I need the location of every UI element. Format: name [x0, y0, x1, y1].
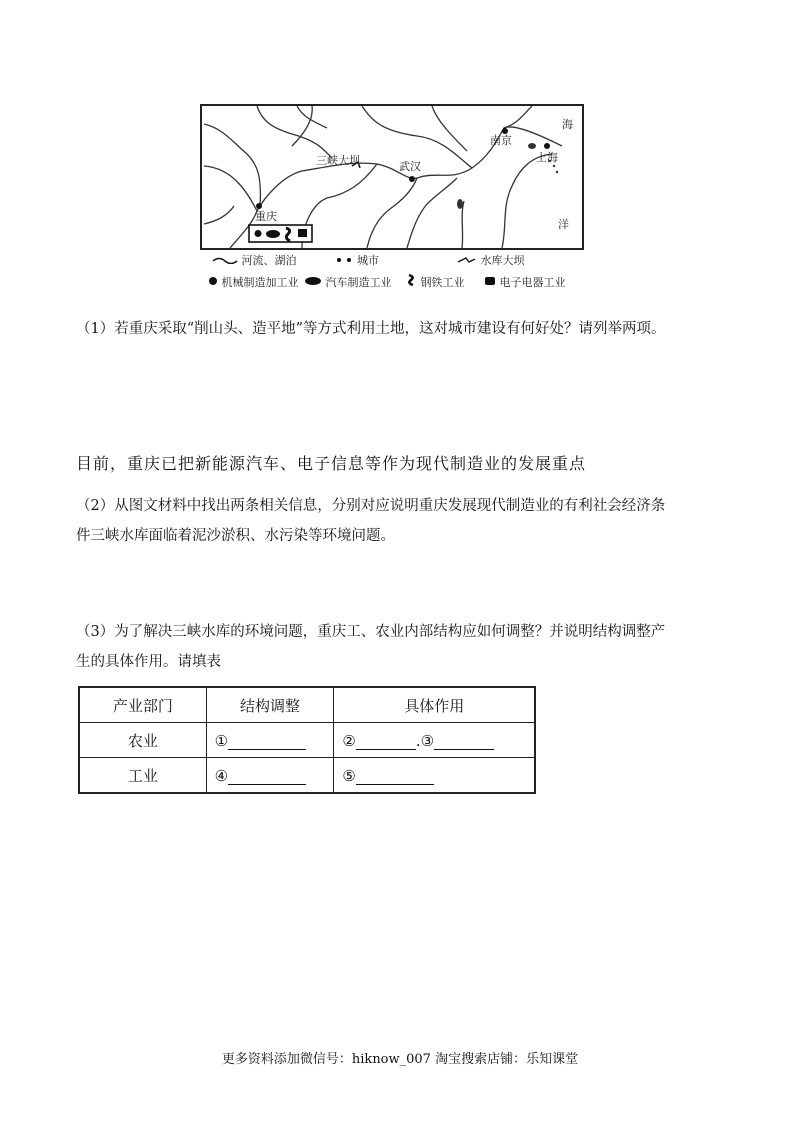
answer-marker: ③ — [420, 731, 435, 750]
label-sea-hai: 海 — [562, 118, 573, 131]
question-3-line-1: （3）为了解决三峡水库的环境问题，重庆工、农业内部结构应如何调整？并说明结构调整产 — [76, 624, 666, 640]
table-header-row — [79, 687, 535, 723]
sector-cell: 农业 — [79, 723, 206, 758]
car-icon — [266, 230, 280, 238]
steel-icon — [407, 274, 417, 286]
legend-machinery: 机械制造加工业 — [208, 274, 299, 290]
answer-marker: ⑤ — [342, 766, 356, 785]
legend-dam: 水库大坝 — [457, 252, 525, 268]
table-row-agriculture — [79, 723, 535, 758]
sector-cell: 工业 — [79, 758, 206, 794]
lake-shape — [457, 199, 463, 209]
adjust-cell — [206, 723, 334, 758]
electronics-icon — [484, 276, 496, 286]
question-3-line-2: 生的具体作用。请填表 — [76, 654, 221, 670]
material-headline: 目前，重庆已把新能源汽车、电子信息等作为现代制造业的发展重点 — [76, 454, 587, 473]
river-icon — [212, 256, 238, 264]
adjust-cell — [206, 758, 334, 794]
answer-blank-4[interactable] — [228, 766, 306, 785]
legend-steel: 钢铁工业 — [407, 274, 465, 290]
machinery-icon — [208, 276, 218, 286]
car-icon — [304, 276, 322, 286]
label-chongqing: 重庆 — [255, 210, 277, 223]
table-header-cell: 结构调整 — [206, 687, 334, 723]
answer-marker: ④ — [214, 766, 229, 785]
legend-city: 城市 — [334, 252, 434, 268]
legend-river: 河流、湖泊 — [212, 252, 302, 268]
legend-auto: 汽车制造工业 — [304, 274, 392, 290]
china-river-map — [200, 104, 584, 250]
answer-table — [78, 686, 536, 794]
label-wuhan: 武汉 — [399, 160, 421, 173]
dam-icon — [457, 256, 477, 264]
label-shanghai: 上海 — [536, 151, 558, 164]
answer-blank-1[interactable] — [228, 731, 306, 750]
city-dot-chongqing — [256, 203, 262, 209]
table-header-cell: 具体作用 — [334, 687, 535, 723]
label-sea-yang: 洋 — [558, 218, 569, 231]
question-2-line-1: （2）从图文材料中找出两条相关信息，分别对应说明重庆发展现代制造业的有利社会经济条 — [76, 498, 666, 514]
separator: . — [415, 731, 421, 750]
electronics-icon — [298, 229, 307, 237]
answer-marker: ① — [214, 731, 229, 750]
table-header-cell: 产业部门 — [79, 687, 206, 723]
label-sanxia: 三峡大坝 — [316, 154, 360, 167]
table-row-industry — [79, 758, 535, 794]
effect-cell — [334, 723, 535, 758]
map-legend-row-1 — [212, 252, 525, 268]
map-legend-row-2 — [208, 274, 566, 290]
city-dot-wuhan — [409, 176, 415, 182]
legend-electronics: 电子电器工业 — [484, 274, 566, 290]
label-nanjing: 南京 — [490, 134, 512, 147]
page-footer: 更多资料添加微信号：hiknow_007 淘宝搜索店铺：乐知课堂 — [221, 1052, 579, 1067]
question-2-line-2: 件三峡水库面临着泥沙淤积、水污染等环境问题。 — [76, 528, 395, 544]
city-dot-icon — [334, 256, 354, 264]
effect-cell — [334, 758, 535, 794]
city-dot-shanghai — [544, 143, 550, 149]
question-1: （1）若重庆采取“削山头、造平地”等方式利用土地，这对城市建设有何好处？请列举两项。 — [76, 321, 666, 337]
machinery-icon — [255, 230, 262, 237]
answer-blank-2[interactable] — [356, 731, 416, 750]
map-graphic — [202, 106, 582, 248]
answer-marker: ② — [342, 731, 356, 750]
answer-blank-5[interactable] — [356, 766, 434, 785]
answer-blank-3[interactable] — [434, 731, 494, 750]
